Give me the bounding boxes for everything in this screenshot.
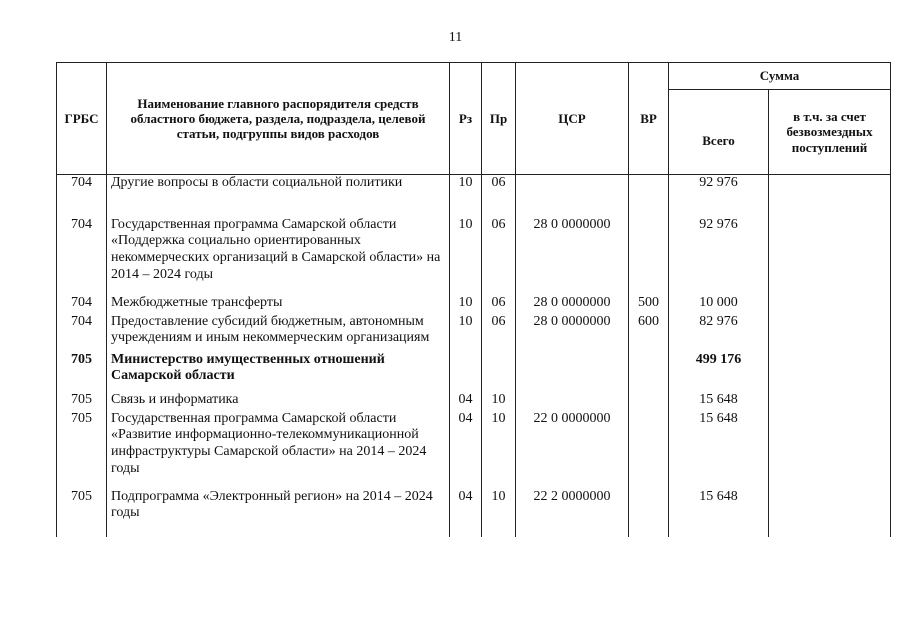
cell-rz: [450, 352, 482, 392]
cell-vr: 600: [629, 314, 669, 352]
cell-rz: 04: [450, 392, 482, 411]
cell-total: 92 976: [669, 175, 769, 217]
cell-name: Подпрограмма «Электронный регион» на 2014 – 2024 годы: [107, 489, 450, 537]
cell-total: 82 976: [669, 314, 769, 352]
cell-rz: 10: [450, 295, 482, 314]
cell-incl: [769, 392, 891, 411]
cell-vr: [629, 392, 669, 411]
table-row: [57, 217, 891, 295]
header-vr: ВР: [629, 63, 669, 175]
cell-rz: 10: [450, 314, 482, 352]
cell-total: 10 000: [669, 295, 769, 314]
cell-pr: 10: [482, 411, 516, 489]
cell-name: Межбюджетные трансферты: [107, 295, 450, 314]
cell-total: 92 976: [669, 217, 769, 295]
table-row: [57, 175, 891, 217]
header-rz: Рз: [450, 63, 482, 175]
cell-csr: [516, 392, 629, 411]
cell-pr: 06: [482, 175, 516, 217]
cell-csr: 28 0 0000000: [516, 314, 629, 352]
header-sum: Сумма: [669, 63, 891, 90]
cell-total: 15 648: [669, 392, 769, 411]
cell-vr: [629, 217, 669, 295]
table-row: [57, 295, 891, 314]
cell-incl: [769, 175, 891, 217]
cell-rz: 10: [450, 175, 482, 217]
cell-name: Министерство имущественных отношений Самарской области: [107, 352, 450, 392]
cell-csr: 28 0 0000000: [516, 217, 629, 295]
cell-rz: 04: [450, 489, 482, 537]
cell-name: Другие вопросы в области социальной политики: [107, 175, 450, 217]
cell-csr: 28 0 0000000: [516, 295, 629, 314]
cell-grbs: 705: [57, 392, 107, 411]
cell-pr: [482, 352, 516, 392]
table-row: [57, 411, 891, 489]
cell-incl: [769, 314, 891, 352]
cell-grbs: 704: [57, 217, 107, 295]
cell-rz: 04: [450, 411, 482, 489]
cell-grbs: 704: [57, 175, 107, 217]
cell-name: Связь и информатика: [107, 392, 450, 411]
cell-vr: [629, 489, 669, 537]
cell-incl: [769, 352, 891, 392]
cell-grbs: 705: [57, 489, 107, 537]
header-row: [57, 63, 891, 90]
cell-pr: 06: [482, 217, 516, 295]
cell-csr: 22 0 0000000: [516, 411, 629, 489]
table-row: [57, 314, 891, 352]
header-incl: в т.ч. за счет безвозмездных поступлений: [769, 90, 891, 175]
cell-name: Предоставление субсидий бюджетным, автономным учреждениям и иным некоммерческим организациям: [107, 314, 450, 352]
cell-vr: [629, 175, 669, 217]
cell-csr: 22 2 0000000: [516, 489, 629, 537]
table-row: [57, 392, 891, 411]
cell-grbs: 705: [57, 352, 107, 392]
cell-grbs: 704: [57, 295, 107, 314]
cell-pr: 10: [482, 392, 516, 411]
cell-incl: [769, 489, 891, 537]
cell-csr: [516, 175, 629, 217]
cell-vr: [629, 352, 669, 392]
cell-name: Государственная программа Самарской области «Развитие информационно-телекоммуникационной инфраструктуры Самарской области» на 2014 – 2024 годы: [107, 411, 450, 489]
table-row: [57, 352, 891, 392]
header-name: Наименование главного распорядителя средств областного бюджета, раздела, подраздела, целевой статьи, подгруппы видов расходов: [107, 63, 450, 175]
header-total: Всего: [669, 90, 769, 175]
cell-vr: [629, 411, 669, 489]
cell-name: Государственная программа Самарской области «Поддержка социально ориентированных некоммерческих организаций в Самарской области» на 2014 – 2024 годы: [107, 217, 450, 295]
cell-pr: 06: [482, 314, 516, 352]
header-pr: Пр: [482, 63, 516, 175]
header-csr: ЦСР: [516, 63, 629, 175]
page-number: 11: [448, 30, 463, 45]
cell-total: 15 648: [669, 411, 769, 489]
cell-csr: [516, 352, 629, 392]
header-grbs: ГРБС: [57, 63, 107, 175]
cell-incl: [769, 295, 891, 314]
cell-rz: 10: [450, 217, 482, 295]
cell-total: 499 176: [669, 352, 769, 392]
cell-incl: [769, 411, 891, 489]
cell-pr: 06: [482, 295, 516, 314]
budget-table: [56, 62, 890, 537]
cell-grbs: 705: [57, 411, 107, 489]
cell-pr: 10: [482, 489, 516, 537]
cell-total: 15 648: [669, 489, 769, 537]
cell-vr: 500: [629, 295, 669, 314]
cell-incl: [769, 217, 891, 295]
cell-grbs: 704: [57, 314, 107, 352]
table-row: [57, 489, 891, 537]
